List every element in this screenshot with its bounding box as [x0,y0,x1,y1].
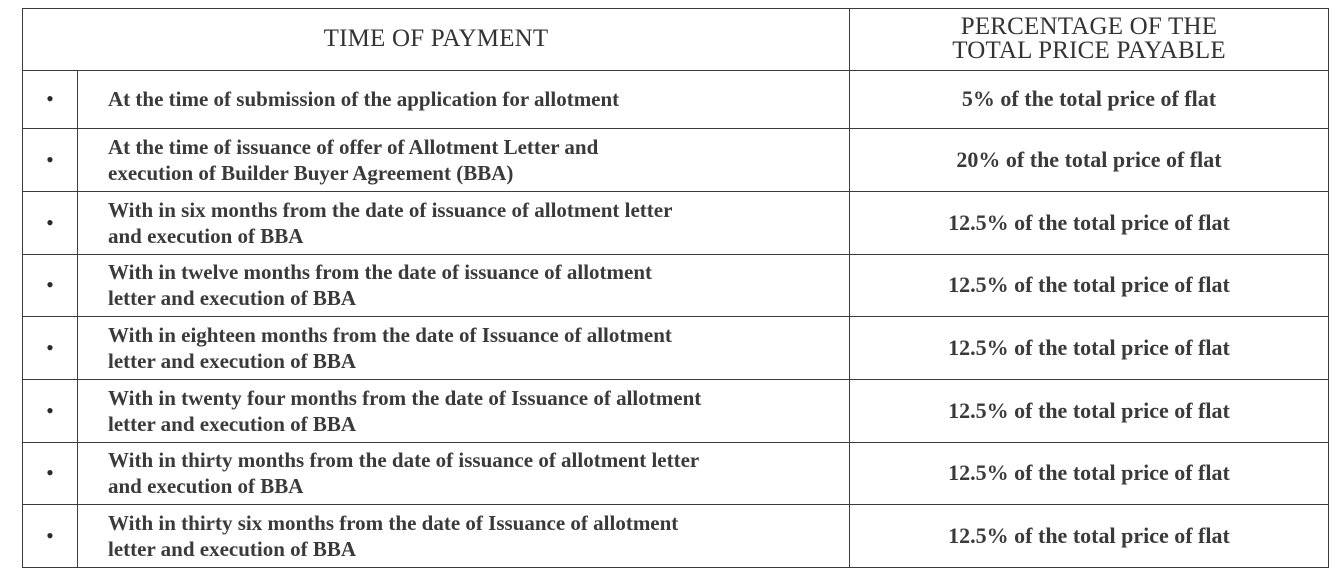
percentage-cell: 12.5% of the total price of flat [850,191,1329,254]
time-of-payment-cell [78,191,850,254]
time-line1: With in thirty months from the date of issuance of allotment letter [108,448,700,473]
time-line1: With in six months from the date of issuance of allotment letter [108,197,673,222]
percentage-cell: 12.5% of the total price of flat [850,505,1329,568]
percentage-cell: 12.5% of the total price of flat [850,379,1329,442]
time-line2: and execution of BBA [108,474,304,499]
time-of-payment-cell [78,70,850,129]
bullet-icon: • [23,505,78,568]
time-of-payment-cell [78,129,850,192]
time-of-payment-cell [78,379,850,442]
table-row [23,317,1329,380]
time-line1: With in twelve months from the date of issuance of allotment [108,260,653,285]
payment-schedule-table [22,8,1329,568]
time-line2: letter and execution of BBA [108,411,357,436]
time-of-payment-cell [78,505,850,568]
time-line1: At the time of issuance of offer of Allotment Letter and [108,135,599,160]
time-line2: execution of Builder Buyer Agreement (BBA) [108,161,514,186]
header-percentage-line2: TOTAL PRICE PAYABLE [952,37,1226,65]
time-line2: and execution of BBA [108,223,304,248]
time-of-payment-cell [78,442,850,505]
time-of-payment-cell [78,317,850,380]
table-row [23,129,1329,192]
table-row [23,442,1329,505]
time-line2: letter and execution of BBA [108,537,357,562]
bullet-icon: • [23,442,78,505]
time-line1: With in thirty six months from the date of Issuance of allotment [108,511,679,536]
header-percentage-line1: PERCENTAGE OF THE [960,13,1218,41]
percentage-cell: 12.5% of the total price of flat [850,254,1329,317]
percentage-cell: 20% of the total price of flat [850,129,1329,192]
table-row [23,70,1329,129]
time-line2: letter and execution of BBA [108,349,357,374]
header-time-of-payment: TIME OF PAYMENT [23,9,850,71]
bullet-icon: • [23,379,78,442]
time-line1: At the time of submission of the application for allotment [108,87,620,112]
bullet-icon: • [23,70,78,129]
bullet-icon: • [23,254,78,317]
percentage-cell: 5% of the total price of flat [850,70,1329,129]
bullet-icon: • [23,317,78,380]
time-line1: With in eighteen months from the date of Issuance of allotment [108,323,672,348]
table-row [23,254,1329,317]
table-row [23,505,1329,568]
percentage-cell: 12.5% of the total price of flat [850,317,1329,380]
bullet-icon: • [23,129,78,192]
table-row [23,379,1329,442]
percentage-cell: 12.5% of the total price of flat [850,442,1329,505]
time-of-payment-cell [78,254,850,317]
table-header-row [23,9,1329,71]
header-percentage [850,9,1329,71]
time-line2: letter and execution of BBA [108,286,357,311]
time-line1: With in twenty four months from the date of Issuance of allotment [108,385,702,410]
table-row [23,191,1329,254]
bullet-icon: • [23,191,78,254]
